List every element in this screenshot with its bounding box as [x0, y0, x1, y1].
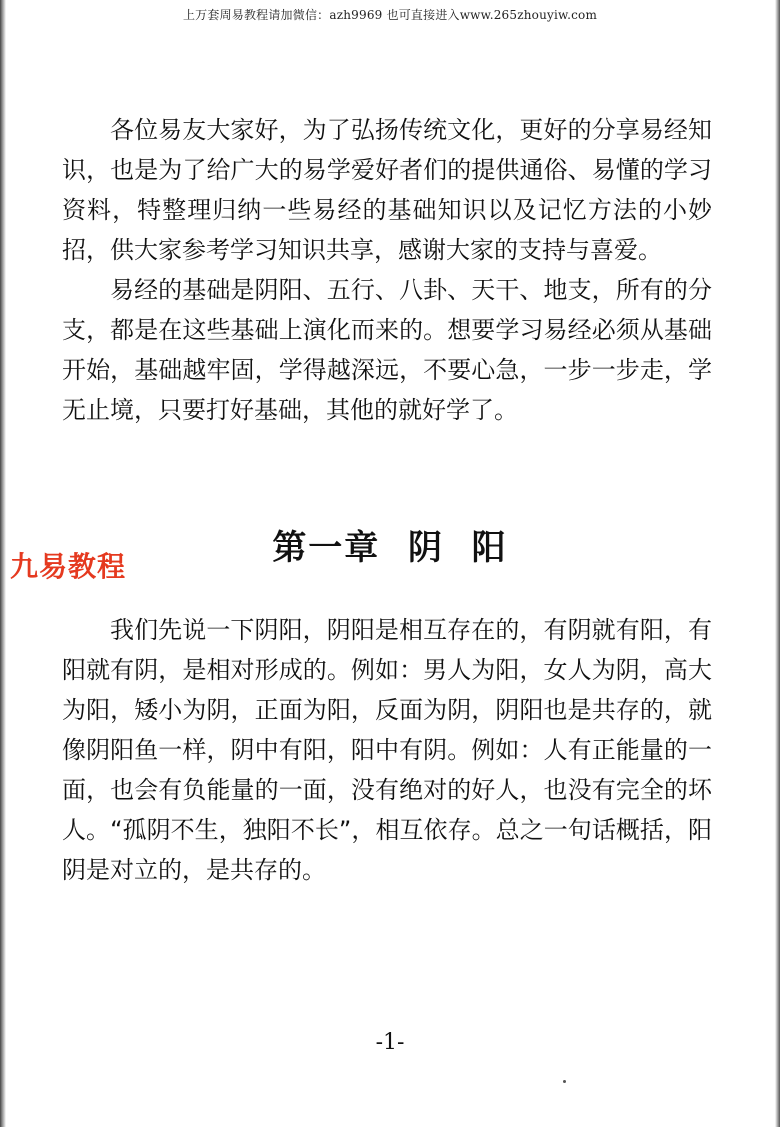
intro-section — [62, 110, 712, 430]
chapter-body — [62, 610, 712, 890]
page-number: -1- — [375, 1030, 405, 1055]
chapter-paragraph-1: 我们先说一下阴阳，阴阳是相互存在的，有阴就有阳，有阳就有阴，是相对形成的。例如：男人为阳，女人为阴，高大为阳，矮小为阴，正面为阳，反面为阴，阴阳也是共存的，就像阴阳鱼一样，阴中有阳，阳中有阴。例如：人有正能量的一面，也会有负能量的一面，没有绝对的好人，也没有完全的坏人。“孤阴不生，独阳不长”，相互依存。总之一句话概括，阳阴是对立的，是共存的。 — [62, 616, 712, 884]
intro-paragraph-1: 各位易友大家好，为了弘扬传统文化，更好的分享易经知识，也是为了给广大的易学爱好者们的提供通俗、易懂的学习资料，特整理归纳一些易经的基础知识以及记忆方法的小妙招，供大家参考学习知识共享，感谢大家的支持与喜爱。 — [62, 116, 712, 264]
watermark: 九易教程 — [10, 550, 127, 583]
top-banner: 上万套周易教程请加微信：azh9969 也可直接进入www.265zhouyiw.com — [182, 8, 598, 22]
chapter-title: 第一章 阴 阳 — [272, 528, 508, 568]
scan-speck — [563, 1080, 566, 1083]
intro-paragraph-2: 易经的基础是阴阳、五行、八卦、天干、地支，所有的分支，都是在这些基础上演化而来的。想要学习易经必须从基础开始，基础越牢固，学得越深远，不要心急，一步一步走，学无止境，只要打好基础，其他的就好学了。 — [62, 276, 712, 424]
